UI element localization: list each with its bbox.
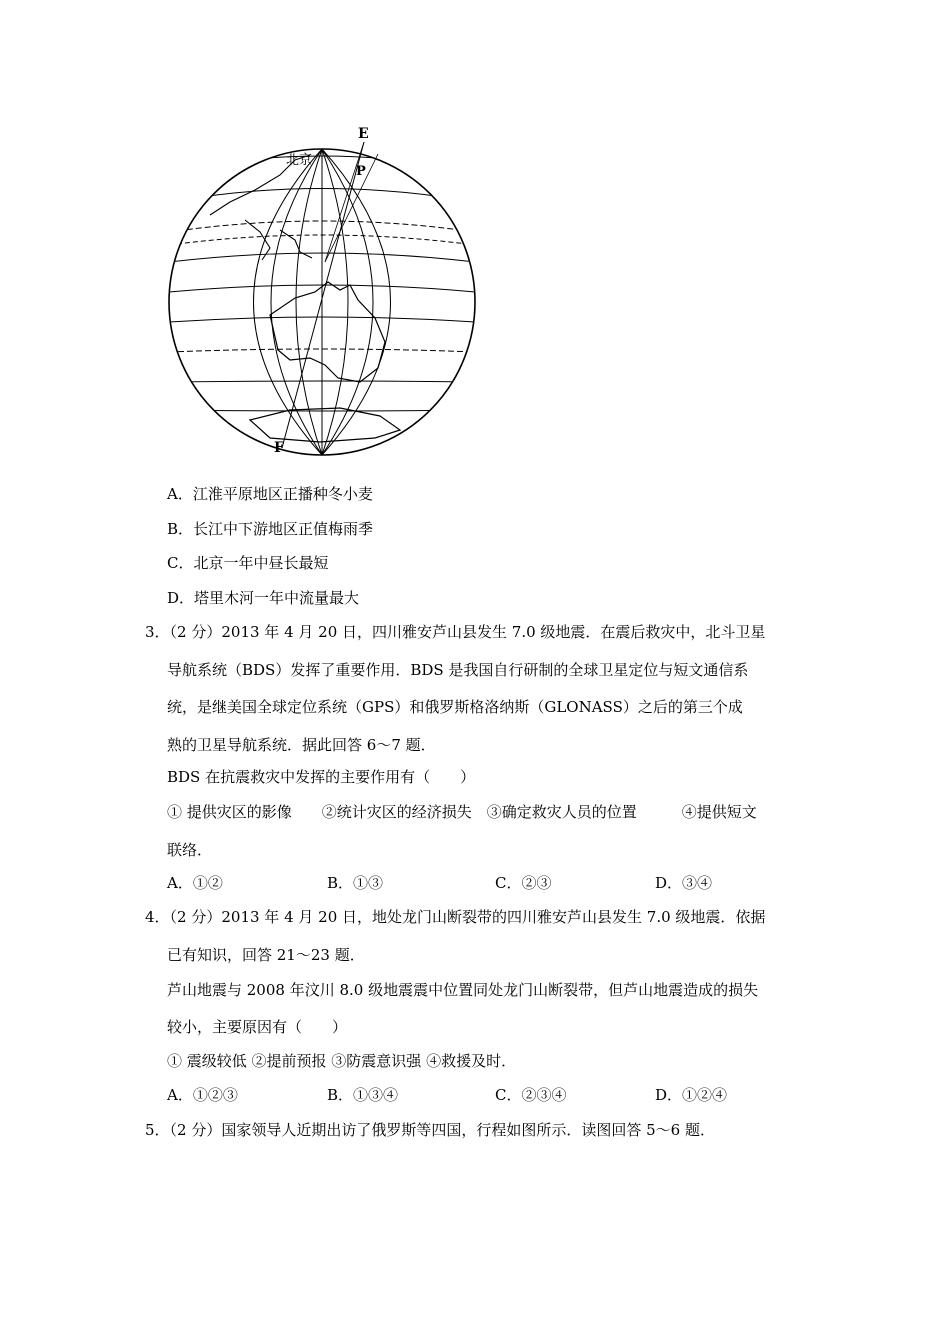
label-beijing: 北京 <box>286 153 313 168</box>
q2-option-d: D．塔里木河一年中流量最大 <box>167 589 360 607</box>
q3-choices: ① 提供灾区的影像 ②统计灾区的经济损失 ③确定救灾人员的位置 ④提供短文 <box>167 803 757 821</box>
q4-line-2: 已有知识，回答 21～23 题． <box>167 946 365 964</box>
q2-option-a: A．江淮平原地区正播种冬小麦 <box>167 485 373 503</box>
q2-option-b: B．长江中下游地区正值梅雨季 <box>167 520 374 538</box>
q5-line-1: 5．（2 分）国家领导人近期出访了俄罗斯等四国，行程如图所示．读图回答 5～6 题． <box>145 1121 715 1139</box>
q3-line-4: 熟的卫星导航系统．据此回答 6～7 题． <box>167 736 436 754</box>
q3-line-1: 3．（2 分）2013 年 4 月 20 日，四川雅安芦山县发生 7.0 级地震．在震后救灾中，北斗卫星 <box>145 623 766 641</box>
q4-option-d: D．①②④ <box>655 1086 728 1104</box>
q4-option-a: A．①②③ <box>167 1086 238 1104</box>
q4-option-c: C．②③④ <box>495 1086 567 1104</box>
q3-option-d: D．③④ <box>655 874 713 892</box>
globe-map-figure <box>150 120 490 460</box>
q4-line-1: 4．（2 分）2013 年 4 月 20 日，地处龙门山断裂带的四川雅安芦山县发生 7.0 级地震．依据 <box>145 908 766 926</box>
q3-stem: BDS 在抗震救灾中发挥的主要作用有（ ） <box>167 768 476 786</box>
q4-stem: 较小，主要原因有（ ） <box>167 1018 348 1036</box>
q3-choices-cont: 联络． <box>167 841 213 859</box>
q3-line-2: 导航系统（BDS）发挥了重要作用．BDS 是我国自行研制的全球卫星定位与短文通信系 <box>167 661 749 679</box>
q3-line-3: 统，是继美国全球定位系统（GPS）和俄罗斯格洛纳斯（GLONASS）之后的第三个成 <box>167 698 743 716</box>
label-p: P <box>356 164 366 179</box>
q4-choices: ① 震级较低 ②提前预报 ③防震意识强 ④救援及时． <box>167 1052 517 1070</box>
q3-option-b: B．①③ <box>327 874 384 892</box>
q4-line-3: 芦山地震与 2008 年汶川 8.0 级地震震中位置同处龙门山断裂带，但芦山地震造成的损失 <box>167 981 759 999</box>
label-e: E <box>358 126 369 142</box>
label-f: F <box>274 440 284 456</box>
q3-option-c: C．②③ <box>495 874 552 892</box>
q4-option-b: B．①③④ <box>327 1086 399 1104</box>
q3-option-a: A．①② <box>167 874 223 892</box>
q2-option-c: C．北京一年中昼长最短 <box>167 554 329 572</box>
